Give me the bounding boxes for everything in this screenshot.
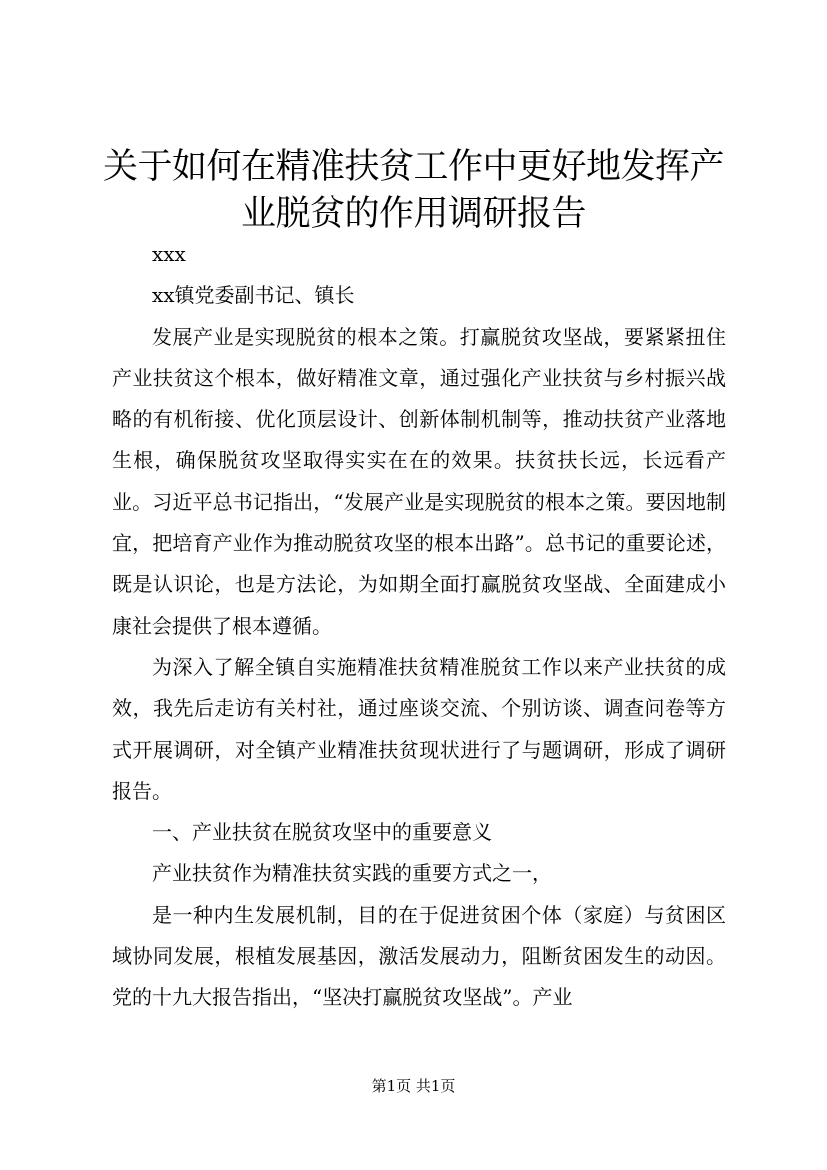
author-line: xxx — [152, 242, 186, 266]
paragraph-intro: 发展产业是实现脱贫的根本之策。打赢脱贫攻坚战，要紧紧扭住产业扶贫这个根本，做好精准文章，通过强化产业扶贫与乡村振兴战略的有机衔接、优化顶层设计、创新体制机制等，推动扶贫产业落地生根，确保脱贫攻坚取得实实在在的效果。扶贫扶长远，长远看产业。习近平总书记指出，“发展产业是实现脱贫的根本之策。要因地制宜，把培育产业作为推动脱贫攻坚的根本出路”。总书记的重要论述，既是认识论，也是方法论，为如期全面打赢脱贫攻坚战、全面建成小康社会提供了根本遵循。 — [112, 324, 726, 638]
paragraph-research: 为深入了解全镇自实施精准扶贫精准脱贫工作以来产业扶贫的成效，我先后走访有关村社，通过座谈交流、个别访谈、调查问卷等方式开展调研，对全镇产业精准扶贫现状进行了与题调研，形成了调研报告。 — [112, 654, 726, 803]
paragraph-mechanism: 是一种内生发展机制，目的在于促进贫困个体（家庭）与贫困区域协同发展，根植发展基因，激活发展动力，阻断贫困发生的动因。党的十九大报告指出，“坚决打赢脱贫攻坚战”。产业 — [112, 902, 726, 1010]
document-title: 关于如何在精准扶贫工作中更好地发挥产业脱贫的作用调研报告 — [102, 147, 724, 234]
page-footer: 第1页 共1页 — [371, 1077, 456, 1095]
position-line: xx镇党委副书记、镇长 — [152, 283, 355, 308]
document-body — [112, 234, 726, 1019]
section-heading: 一、产业扶贫在脱贫攻坚中的重要意义 — [152, 820, 492, 845]
paragraph-industry-poverty: 产业扶贫作为精准扶贫实践的重要方式之一， — [152, 861, 552, 886]
